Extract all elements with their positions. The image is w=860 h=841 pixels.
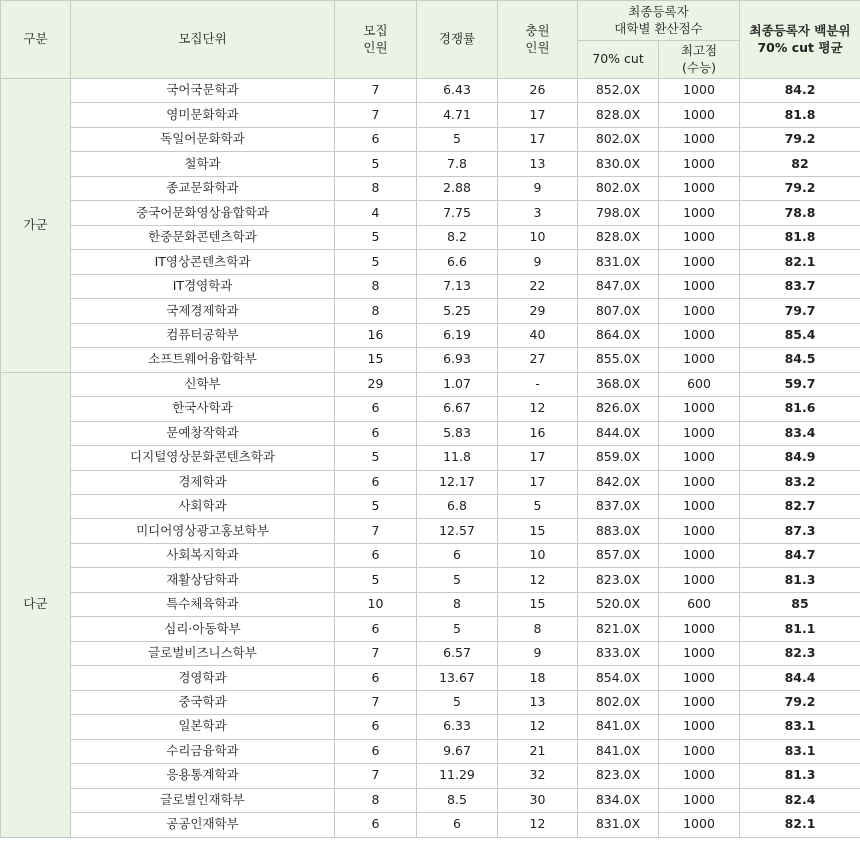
cell-ratio: 2.88: [417, 176, 498, 200]
cell-percentile: 82.3: [740, 641, 860, 665]
cell-max: 1000: [659, 666, 740, 690]
cell-cut70: 807.0X: [578, 299, 659, 323]
cell-max: 600: [659, 372, 740, 396]
cell-cut70: 844.0X: [578, 421, 659, 445]
cell-extra: 17: [498, 470, 578, 494]
cell-extra: 12: [498, 715, 578, 739]
cell-unit: 공공인재학부: [71, 813, 335, 837]
table-row: [1, 592, 860, 616]
cell-quota: 8: [335, 299, 417, 323]
cell-quota: 6: [335, 543, 417, 567]
cell-percentile: 59.7: [740, 372, 860, 396]
cell-quota: 5: [335, 568, 417, 592]
table-row: [1, 519, 860, 543]
cell-max: 1000: [659, 519, 740, 543]
header-cut70: 70% cut: [578, 41, 659, 79]
cell-max: 1000: [659, 568, 740, 592]
cell-quota: 5: [335, 494, 417, 518]
cell-ratio: 6: [417, 543, 498, 567]
cell-percentile: 82.7: [740, 494, 860, 518]
cell-cut70: 826.0X: [578, 397, 659, 421]
cell-unit: 디지털영상문화콘텐츠학과: [71, 446, 335, 470]
cell-ratio: 7.8: [417, 152, 498, 176]
cell-extra: 10: [498, 225, 578, 249]
table-row: [1, 225, 860, 249]
cell-max: 1000: [659, 299, 740, 323]
cell-extra: 21: [498, 739, 578, 763]
cell-cut70: 830.0X: [578, 152, 659, 176]
table-row: [1, 739, 860, 763]
cell-cut70: 855.0X: [578, 348, 659, 372]
cell-quota: 16: [335, 323, 417, 347]
cell-ratio: 11.8: [417, 446, 498, 470]
header-score-group: 최종등록자 대학별 환산점수: [578, 1, 740, 41]
header-unit: 모집단위: [71, 1, 335, 79]
cell-percentile: 85: [740, 592, 860, 616]
cell-extra: 9: [498, 250, 578, 274]
cell-quota: 7: [335, 690, 417, 714]
cell-extra: -: [498, 372, 578, 396]
cell-extra: 15: [498, 519, 578, 543]
cell-percentile: 83.1: [740, 715, 860, 739]
cell-max: 1000: [659, 715, 740, 739]
cell-ratio: 5: [417, 617, 498, 641]
cell-percentile: 81.3: [740, 764, 860, 788]
cell-max: 1000: [659, 446, 740, 470]
cell-max: 1000: [659, 397, 740, 421]
table-row: [1, 421, 860, 445]
cell-cut70: 831.0X: [578, 813, 659, 837]
cell-ratio: 13.67: [417, 666, 498, 690]
cell-unit: 경영학과: [71, 666, 335, 690]
cell-percentile: 79.2: [740, 690, 860, 714]
cell-max: 1000: [659, 543, 740, 567]
cell-extra: 9: [498, 641, 578, 665]
cell-max: 1000: [659, 494, 740, 518]
cell-quota: 5: [335, 225, 417, 249]
cell-percentile: 81.8: [740, 103, 860, 127]
cell-percentile: 85.4: [740, 323, 860, 347]
cell-percentile: 83.4: [740, 421, 860, 445]
cell-max: 1000: [659, 348, 740, 372]
cell-percentile: 84.7: [740, 543, 860, 567]
cell-quota: 8: [335, 274, 417, 298]
table-row: [1, 690, 860, 714]
cell-ratio: 7.13: [417, 274, 498, 298]
table-row: [1, 397, 860, 421]
cell-percentile: 82: [740, 152, 860, 176]
cell-unit: 경제학과: [71, 470, 335, 494]
cell-cut70: 802.0X: [578, 690, 659, 714]
cell-extra: 26: [498, 79, 578, 103]
cell-cut70: 802.0X: [578, 176, 659, 200]
cell-unit: 철학과: [71, 152, 335, 176]
header-percentile: 최종등록자 백분위 70% cut 평균: [740, 1, 860, 79]
cell-cut70: 841.0X: [578, 715, 659, 739]
cell-ratio: 5: [417, 690, 498, 714]
cell-quota: 5: [335, 446, 417, 470]
cell-extra: 13: [498, 690, 578, 714]
cell-unit: 사회학과: [71, 494, 335, 518]
cell-cut70: 828.0X: [578, 225, 659, 249]
cell-percentile: 87.3: [740, 519, 860, 543]
cell-cut70: 520.0X: [578, 592, 659, 616]
cell-percentile: 81.1: [740, 617, 860, 641]
table-row: [1, 274, 860, 298]
cell-cut70: 852.0X: [578, 79, 659, 103]
cell-quota: 7: [335, 519, 417, 543]
cell-max: 1000: [659, 127, 740, 151]
group-cell: 다군: [1, 372, 71, 837]
cell-cut70: 847.0X: [578, 274, 659, 298]
cell-quota: 7: [335, 764, 417, 788]
cell-percentile: 79.2: [740, 176, 860, 200]
cell-percentile: 84.9: [740, 446, 860, 470]
cell-max: 1000: [659, 152, 740, 176]
table-header: [1, 1, 860, 79]
cell-unit: 글로벌인재학부: [71, 788, 335, 812]
cell-max: 1000: [659, 739, 740, 763]
table-row: [1, 788, 860, 812]
cell-unit: 수리금융학과: [71, 739, 335, 763]
cell-ratio: 5: [417, 127, 498, 151]
cell-unit: 미디어영상광고홍보학부: [71, 519, 335, 543]
cell-cut70: 831.0X: [578, 250, 659, 274]
cell-ratio: 12.57: [417, 519, 498, 543]
header-max: 최고점 (수능): [659, 41, 740, 79]
table-row: [1, 543, 860, 567]
cell-percentile: 84.2: [740, 79, 860, 103]
cell-unit: 신학부: [71, 372, 335, 396]
cell-extra: 12: [498, 568, 578, 592]
cell-unit: 응용통계학과: [71, 764, 335, 788]
cell-cut70: 833.0X: [578, 641, 659, 665]
cell-unit: 재활상담학과: [71, 568, 335, 592]
table-row: [1, 641, 860, 665]
cell-unit: 소프트웨어융합학부: [71, 348, 335, 372]
cell-unit: 한중문화콘텐츠학과: [71, 225, 335, 249]
cell-quota: 6: [335, 127, 417, 151]
table-row: [1, 152, 860, 176]
cell-max: 1000: [659, 225, 740, 249]
cell-max: 1000: [659, 250, 740, 274]
table-row: [1, 494, 860, 518]
cell-unit: 특수체육학과: [71, 592, 335, 616]
cell-ratio: 6.6: [417, 250, 498, 274]
cell-ratio: 9.67: [417, 739, 498, 763]
cell-percentile: 79.7: [740, 299, 860, 323]
cell-max: 1000: [659, 201, 740, 225]
table-row: [1, 568, 860, 592]
cell-unit: 한국사학과: [71, 397, 335, 421]
cell-max: 1000: [659, 176, 740, 200]
cell-ratio: 5.25: [417, 299, 498, 323]
cell-extra: 3: [498, 201, 578, 225]
table-row: [1, 176, 860, 200]
cell-unit: 글로벌비즈니스학부: [71, 641, 335, 665]
cell-cut70: 859.0X: [578, 446, 659, 470]
cell-cut70: 823.0X: [578, 764, 659, 788]
cell-ratio: 5: [417, 568, 498, 592]
cell-unit: 중국학과: [71, 690, 335, 714]
header-quota: 모집 인원: [335, 1, 417, 79]
cell-ratio: 6.93: [417, 348, 498, 372]
cell-max: 600: [659, 592, 740, 616]
cell-extra: 8: [498, 617, 578, 641]
cell-percentile: 83.1: [740, 739, 860, 763]
cell-ratio: 11.29: [417, 764, 498, 788]
cell-cut70: 857.0X: [578, 543, 659, 567]
cell-unit: 국제경제학과: [71, 299, 335, 323]
cell-max: 1000: [659, 690, 740, 714]
cell-extra: 5: [498, 494, 578, 518]
cell-extra: 9: [498, 176, 578, 200]
cell-max: 1000: [659, 813, 740, 837]
cell-ratio: 8: [417, 592, 498, 616]
cell-extra: 17: [498, 446, 578, 470]
cell-quota: 8: [335, 788, 417, 812]
cell-extra: 13: [498, 152, 578, 176]
cell-quota: 29: [335, 372, 417, 396]
cell-ratio: 6.43: [417, 79, 498, 103]
cell-max: 1000: [659, 421, 740, 445]
cell-ratio: 8.5: [417, 788, 498, 812]
cell-max: 1000: [659, 470, 740, 494]
table-body: [1, 79, 860, 838]
header-extra: 충원 인원: [498, 1, 578, 79]
cell-ratio: 12.17: [417, 470, 498, 494]
cell-max: 1000: [659, 764, 740, 788]
cell-quota: 6: [335, 739, 417, 763]
cell-cut70: 834.0X: [578, 788, 659, 812]
cell-cut70: 802.0X: [578, 127, 659, 151]
cell-cut70: 368.0X: [578, 372, 659, 396]
cell-quota: 6: [335, 666, 417, 690]
cell-unit: 독일어문화학과: [71, 127, 335, 151]
cell-ratio: 4.71: [417, 103, 498, 127]
cell-unit: 문예창작학과: [71, 421, 335, 445]
cell-max: 1000: [659, 103, 740, 127]
cell-percentile: 81.3: [740, 568, 860, 592]
cell-ratio: 7.75: [417, 201, 498, 225]
cell-extra: 17: [498, 103, 578, 127]
table-row: [1, 764, 860, 788]
cell-ratio: 6: [417, 813, 498, 837]
cell-cut70: 864.0X: [578, 323, 659, 347]
cell-cut70: 798.0X: [578, 201, 659, 225]
cell-quota: 8: [335, 176, 417, 200]
table-row: [1, 715, 860, 739]
cell-extra: 15: [498, 592, 578, 616]
cell-quota: 5: [335, 250, 417, 274]
cell-extra: 22: [498, 274, 578, 298]
cell-extra: 27: [498, 348, 578, 372]
cell-max: 1000: [659, 641, 740, 665]
table-row: [1, 323, 860, 347]
cell-extra: 32: [498, 764, 578, 788]
cell-extra: 29: [498, 299, 578, 323]
cell-unit: IT영상콘텐츠학과: [71, 250, 335, 274]
table-row: [1, 348, 860, 372]
cell-cut70: 854.0X: [578, 666, 659, 690]
cell-cut70: 828.0X: [578, 103, 659, 127]
cell-unit: IT경영학과: [71, 274, 335, 298]
table-row: [1, 127, 860, 151]
cell-quota: 5: [335, 152, 417, 176]
table-row: [1, 299, 860, 323]
cell-ratio: 6.19: [417, 323, 498, 347]
cell-ratio: 6.8: [417, 494, 498, 518]
cell-quota: 15: [335, 348, 417, 372]
cell-percentile: 81.8: [740, 225, 860, 249]
cell-unit: 사회복지학과: [71, 543, 335, 567]
cell-percentile: 83.2: [740, 470, 860, 494]
cell-max: 1000: [659, 617, 740, 641]
cell-extra: 10: [498, 543, 578, 567]
cell-quota: 6: [335, 397, 417, 421]
cell-ratio: 1.07: [417, 372, 498, 396]
table-row: [1, 372, 860, 396]
cell-percentile: 82.4: [740, 788, 860, 812]
cell-max: 1000: [659, 79, 740, 103]
cell-quota: 10: [335, 592, 417, 616]
group-cell: 가군: [1, 79, 71, 373]
cell-cut70: 837.0X: [578, 494, 659, 518]
cell-percentile: 84.4: [740, 666, 860, 690]
cell-quota: 6: [335, 813, 417, 837]
cell-extra: 12: [498, 813, 578, 837]
cell-quota: 7: [335, 79, 417, 103]
cell-quota: 6: [335, 715, 417, 739]
table-row: [1, 813, 860, 837]
cell-ratio: 6.33: [417, 715, 498, 739]
table-row: [1, 201, 860, 225]
cell-percentile: 79.2: [740, 127, 860, 151]
cell-cut70: 823.0X: [578, 568, 659, 592]
cell-unit: 일본학과: [71, 715, 335, 739]
table-row: [1, 446, 860, 470]
table-row: [1, 79, 860, 103]
cell-percentile: 83.7: [740, 274, 860, 298]
cell-percentile: 82.1: [740, 250, 860, 274]
cell-unit: 컴퓨터공학부: [71, 323, 335, 347]
cell-cut70: 841.0X: [578, 739, 659, 763]
cell-unit: 국어국문학과: [71, 79, 335, 103]
cell-ratio: 5.83: [417, 421, 498, 445]
cell-quota: 7: [335, 103, 417, 127]
cell-quota: 6: [335, 617, 417, 641]
cell-extra: 18: [498, 666, 578, 690]
header-ratio: 경쟁률: [417, 1, 498, 79]
cell-extra: 40: [498, 323, 578, 347]
cell-max: 1000: [659, 323, 740, 347]
table-row: [1, 250, 860, 274]
cell-max: 1000: [659, 274, 740, 298]
cell-cut70: 883.0X: [578, 519, 659, 543]
cell-extra: 16: [498, 421, 578, 445]
cell-quota: 6: [335, 470, 417, 494]
cell-quota: 6: [335, 421, 417, 445]
cell-ratio: 6.67: [417, 397, 498, 421]
cell-extra: 12: [498, 397, 578, 421]
table-row: [1, 103, 860, 127]
cell-quota: 4: [335, 201, 417, 225]
cell-cut70: 842.0X: [578, 470, 659, 494]
cell-percentile: 84.5: [740, 348, 860, 372]
table-row: [1, 666, 860, 690]
cell-extra: 30: [498, 788, 578, 812]
cell-unit: 심리·아동학부: [71, 617, 335, 641]
cell-ratio: 8.2: [417, 225, 498, 249]
cell-unit: 중국어문화영상융합학과: [71, 201, 335, 225]
cell-percentile: 82.1: [740, 813, 860, 837]
cell-ratio: 6.57: [417, 641, 498, 665]
cell-max: 1000: [659, 788, 740, 812]
cell-unit: 종교문화학과: [71, 176, 335, 200]
cell-quota: 7: [335, 641, 417, 665]
cell-percentile: 81.6: [740, 397, 860, 421]
table-row: [1, 617, 860, 641]
cell-percentile: 78.8: [740, 201, 860, 225]
cell-unit: 영미문화학과: [71, 103, 335, 127]
cell-cut70: 821.0X: [578, 617, 659, 641]
table-row: [1, 470, 860, 494]
header-group: 구분: [1, 1, 71, 79]
cell-extra: 17: [498, 127, 578, 151]
